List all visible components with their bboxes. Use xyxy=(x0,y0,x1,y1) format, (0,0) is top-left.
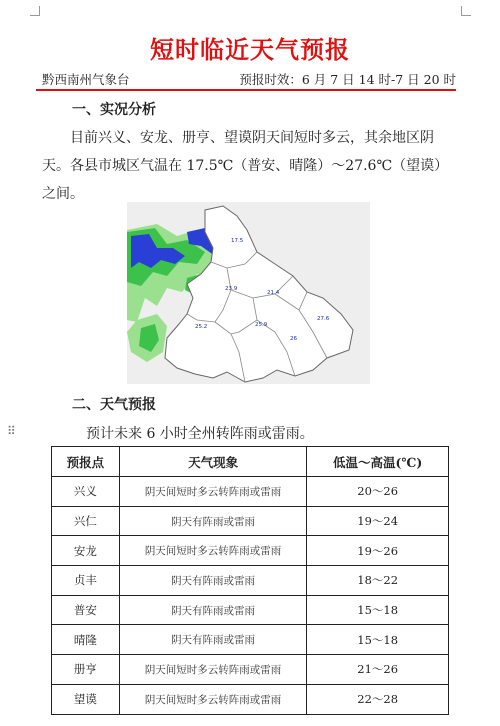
temp-label-wangmo: 27.6 xyxy=(317,316,330,322)
cell-station: 贞丰 xyxy=(52,566,120,596)
cell-weather: 阴天有阵雨或雷雨 xyxy=(119,625,306,655)
cell-station: 晴隆 xyxy=(52,625,120,655)
cell-temp: 15～18 xyxy=(307,625,449,655)
section-heading-analysis: 一、实况分析 xyxy=(72,102,156,118)
cell-weather: 阴天间短时多云转阵雨或雷雨 xyxy=(119,536,306,566)
cell-station: 望谟 xyxy=(52,684,120,714)
temp-label-puan: 17.5 xyxy=(231,238,244,244)
table-row xyxy=(52,684,449,714)
cell-temp: 15～18 xyxy=(307,595,449,625)
drag-handle-icon[interactable]: ⠿ xyxy=(7,424,16,438)
forecast-paragraph: 预计未来 6 小时全州转阵雨或雷雨。 xyxy=(86,426,314,442)
cell-station: 册亨 xyxy=(52,655,120,685)
cell-temp: 19～24 xyxy=(307,506,449,536)
cell-weather: 阴天间短时多云转阵雨或雷雨 xyxy=(119,684,306,714)
issuer-label: 黔西南州气象台 xyxy=(42,72,130,87)
temp-label-anlong: 25.9 xyxy=(255,322,268,328)
header-rule xyxy=(36,89,456,91)
cell-station: 安龙 xyxy=(52,536,120,566)
temp-label-xingren: 23.9 xyxy=(225,286,238,292)
valid-time-label: 预报时效：6 月 7 日 14 时-7 日 20 时 xyxy=(239,72,456,87)
cell-weather: 阴天有阵雨或雷雨 xyxy=(119,595,306,625)
cell-station: 兴义 xyxy=(52,477,120,507)
temp-label-xingyi: 25.2 xyxy=(195,324,208,330)
cell-weather: 阴天有阵雨或雷雨 xyxy=(119,506,306,536)
table-row xyxy=(52,566,449,596)
table-header-row xyxy=(52,447,449,477)
forecast-table xyxy=(51,446,449,715)
crop-mark-top-left xyxy=(30,6,40,16)
table-row xyxy=(52,625,449,655)
document-title: 短时临近天气预报 xyxy=(150,36,350,64)
header-temp: 低温～高温(℃) xyxy=(307,447,449,477)
cell-temp: 19～26 xyxy=(307,536,449,566)
crop-mark-top-right xyxy=(461,6,471,16)
cell-station: 普安 xyxy=(52,595,120,625)
cell-station: 兴仁 xyxy=(52,506,120,536)
cell-weather: 阴天间短时多云转阵雨或雷雨 xyxy=(119,477,306,507)
radar-map-svg xyxy=(127,202,370,384)
analysis-paragraph: 目前兴义、安龙、册亨、望谟阴天间短时多云，其余地区阴天。各县市城区气温在 17.5℃（普安、晴隆）～27.6℃（望谟）之间。 xyxy=(42,130,449,202)
temp-label-zhenfeng: 21.4 xyxy=(267,290,280,296)
table-row xyxy=(52,477,449,507)
table-row xyxy=(52,506,449,536)
cell-temp: 21～26 xyxy=(307,655,449,685)
header-weather: 天气现象 xyxy=(119,447,306,477)
cell-temp: 20～26 xyxy=(307,477,449,507)
table-row xyxy=(52,595,449,625)
temp-label-ceheng: 26 xyxy=(290,336,297,342)
section-heading-forecast: 二、天气预报 xyxy=(72,397,156,413)
meta-row xyxy=(42,70,456,90)
cell-temp: 22～28 xyxy=(307,684,449,714)
radar-map-image xyxy=(127,202,370,384)
table-row xyxy=(52,655,449,685)
cell-weather: 阴天间短时多云转阵雨或雷雨 xyxy=(119,655,306,685)
cell-weather: 阴天有阵雨或雷雨 xyxy=(119,566,306,596)
header-station: 预报点 xyxy=(52,447,120,477)
cell-temp: 18～22 xyxy=(307,566,449,596)
table-row xyxy=(52,536,449,566)
